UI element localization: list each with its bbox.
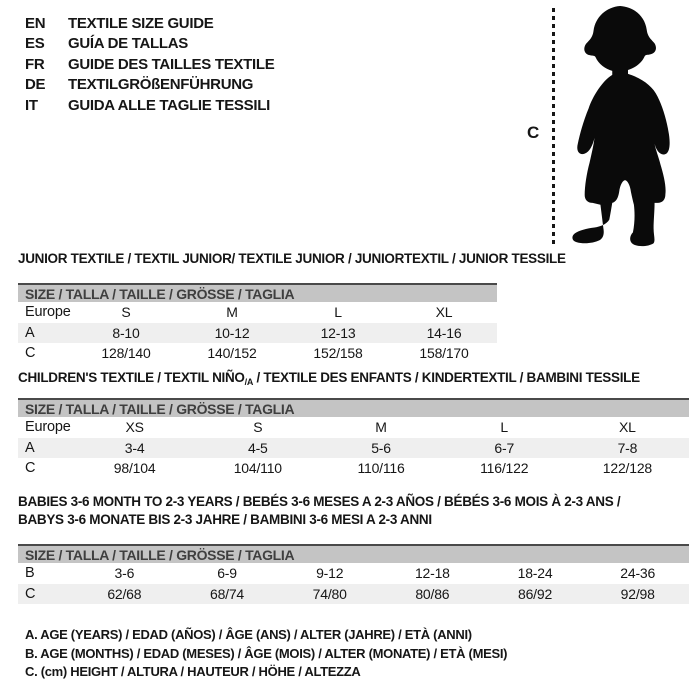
size-cell: S [253,419,263,436]
row-label: C [25,460,36,477]
children-textile-section [18,370,689,479]
age-cell: 9-12 [316,565,344,582]
size-cell: XS [125,419,144,436]
language-row [25,75,274,96]
language-code: IT [25,96,38,114]
language-code: DE [25,76,46,94]
title-main: CHILDREN'S TEXTILE / TEXTIL NIÑO [18,370,245,385]
guide-title-fr: GUIDE DES TAILLES TEXTILE [68,55,275,73]
row-label: C [25,585,36,602]
legend-height-cm: C. (cm) HEIGHT / ALTURA / HAUTEUR / HÖHE / ALTEZZA [25,664,361,679]
height-cell: 68/74 [209,585,245,602]
language-code: FR [25,55,45,73]
table-row-height-cm [18,584,689,605]
age-cell: 3-4 [124,439,145,456]
table-row-height-cm [18,458,689,479]
height-measure-label: C [527,123,540,142]
size-header-bar: SIZE / TALLA / TAILLE / GRÖSSE / TAGLIA [18,283,497,302]
height-cell: 104/110 [233,460,282,477]
age-cell: 10-12 [214,324,250,341]
guide-title-es: GUÍA DE TALLAS [68,35,188,53]
row-label: Europe [25,419,71,436]
row-label: B [25,565,35,582]
guide-title-de: TEXTILGRÖßENFÜHRUNG [68,76,254,94]
height-cell: 62/68 [107,585,142,602]
junior-size-table [18,283,497,364]
table-row-europe [18,417,689,438]
language-code: ES [25,35,45,53]
babies-title-line1: BABIES 3-6 MONTH TO 2-3 YEARS / BEBÉS 3-6 MESES A 2-3 AÑOS / BÉBÉS 3-6 MOIS À 2-3 ANS / [18,494,621,509]
height-cell: 158/170 [419,345,469,362]
height-cell: 98/104 [113,460,156,477]
size-cell: L [334,304,342,321]
legend [25,626,507,682]
height-cell: 152/158 [313,345,363,362]
age-cell: 14-16 [426,324,462,341]
language-row [25,95,274,116]
guide-title-it: GUIDA ALLE TAGLIE TESSILI [68,96,270,114]
age-cell: 12-18 [414,565,450,582]
table-row-age-months [18,563,689,584]
age-cell: 12-13 [320,324,356,341]
language-code: EN [25,14,46,32]
age-cell: 3-6 [114,565,135,582]
size-header-bar: SIZE / TALLA / TAILLE / GRÖSSE / TAGLIA [18,398,689,417]
size-cell: XL [619,419,636,436]
height-cell: 86/92 [518,585,553,602]
age-cell: 6-9 [217,565,237,582]
size-cell: S [121,304,131,321]
height-cell: 122/128 [602,460,653,477]
height-cell: 74/80 [312,585,347,602]
legend-age-months: B. AGE (MONTHS) / EDAD (MESES) / ÂGE (MOIS) / ALTER (MONATE) / ETÀ (MESI) [25,645,508,661]
row-label: A [25,324,35,341]
height-cell: 140/152 [207,345,257,362]
babies-textile-section [18,493,689,604]
height-cell: 92/98 [620,585,655,602]
size-cell: M [226,304,238,321]
height-cell: 80/86 [415,585,450,602]
table-row-age-years [18,323,497,344]
size-header-bar: SIZE / TALLA / TAILLE / GRÖSSE / TAGLIA [18,544,689,563]
guide-title-en: TEXTILE SIZE GUIDE [68,14,214,32]
babies-table-title [18,493,689,529]
age-cell: 18-24 [517,565,553,582]
age-cell: 5-6 [371,439,391,456]
row-label: C [25,345,36,362]
height-cell: 128/140 [101,345,151,362]
children-size-table [18,398,689,479]
row-label: A [25,439,35,456]
language-row [25,34,274,55]
size-cell: M [375,419,387,436]
junior-textile-section [18,251,566,364]
age-cell: 24-36 [620,565,656,582]
title-subscript: /A [244,377,254,387]
age-cell: 4-5 [247,439,268,456]
row-label: Europe [25,304,71,321]
babies-title-line2: BABYS 3-6 MONATE BIS 2-3 JAHRE / BAMBINI 3-6 MESI A 2-3 ANNI [18,512,432,527]
table-row-age-years [18,438,689,459]
age-cell: 6-7 [494,439,515,456]
language-row [25,13,274,34]
age-cell: 7-8 [617,439,638,456]
size-cell: XL [435,304,453,321]
junior-table-title: JUNIOR TEXTILE / TEXTIL JUNIOR/ TEXTILE JUNIOR / JUNIORTEXTIL / JUNIOR TESSILE [18,251,566,266]
size-cell: L [500,419,508,436]
legend-age-years: A. AGE (YEARS) / EDAD (AÑOS) / ÂGE (ANS) / ALTER (JAHRE) / ETÀ (ANNI) [25,627,472,642]
language-list [25,13,274,116]
language-row [25,54,274,75]
babies-size-table [18,544,689,604]
height-cell: 110/116 [357,460,405,477]
age-cell: 8-10 [112,324,140,341]
table-row-height-cm [18,343,497,364]
table-row-europe [18,302,497,323]
title-rest: / TEXTILE DES ENFANTS / KINDERTEXTIL / BAMBINI TESSILE [253,370,640,385]
children-table-title [18,370,689,387]
height-cell: 116/122 [480,460,529,477]
toddler-silhouette [553,4,700,255]
